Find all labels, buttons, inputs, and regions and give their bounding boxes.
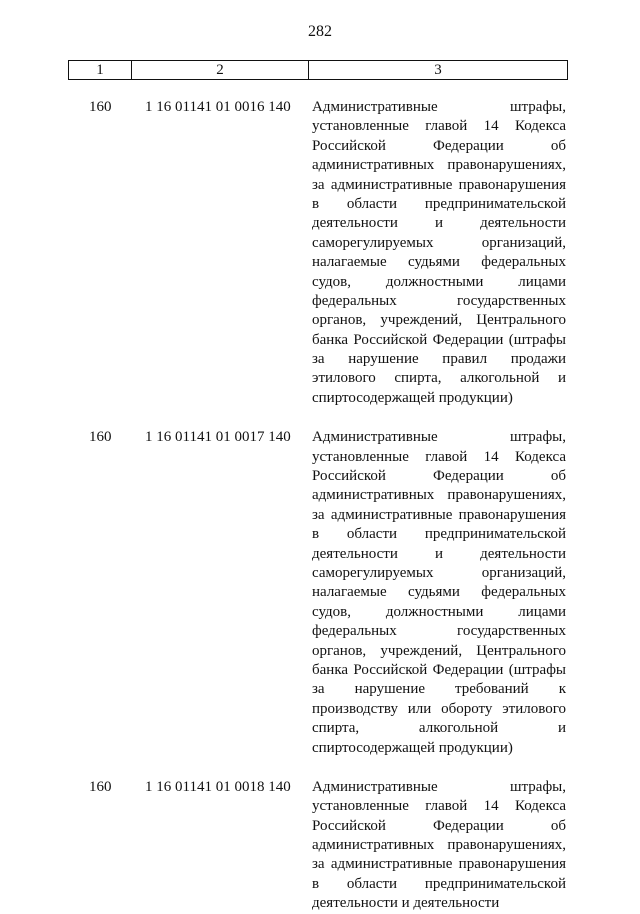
description-line: саморегулируемых организаций, [312, 234, 566, 251]
description-line: деятельности и деятельности [312, 895, 500, 912]
description-line: Российской Федерации об [312, 817, 566, 834]
description-line: в области предпринимательской [312, 526, 566, 543]
description-line: спиртосодержащей продукции) [312, 739, 513, 756]
description-line: Административные штрафы, [312, 99, 566, 115]
description-line: производству или обороту этилового [312, 700, 566, 717]
description-line: за административные правонарушения [312, 856, 566, 873]
budget-classification-code: 1 16 01141 01 0016 140 [145, 99, 291, 115]
income-description [312, 98, 566, 408]
description-line: федеральных государственных [312, 623, 566, 640]
chapter-code: 160 [89, 429, 112, 446]
description-line: установленные главой 14 Кодекса [312, 118, 566, 135]
description-line: налагаемые судьями федеральных [312, 584, 566, 601]
table-row [0, 98, 640, 408]
description-line: банка Российской Федерации (штрафы [312, 661, 566, 678]
description-line: судов, должностными лицами [312, 603, 566, 620]
description-line: за нарушение требований к [312, 681, 566, 698]
description-line: судов, должностными лицами [312, 273, 566, 290]
description-line: Административные штрафы, [312, 778, 566, 795]
description-line: органов, учреждений, Центрального [312, 312, 566, 329]
description-line: административных правонарушениях, [312, 487, 566, 504]
table-header-row [68, 60, 568, 80]
description-line: установленные главой 14 Кодекса [312, 448, 566, 465]
description-line: спиртосодержащей продукции) [312, 389, 513, 406]
budget-classification-code: 1 16 01141 01 0018 140 [145, 778, 291, 795]
description-line: в области предпринимательской [312, 195, 566, 212]
income-description [312, 428, 566, 758]
description-line: административных правонарушениях, [312, 837, 566, 854]
description-line: за административные правонарушения [312, 506, 566, 523]
description-line: административных правонарушениях, [312, 157, 566, 174]
description-line: налагаемые судьями федеральных [312, 254, 566, 271]
description-line: спирта, алкогольной и [312, 720, 566, 737]
table-row [0, 428, 640, 758]
description-line: саморегулируемых организаций, [312, 564, 566, 581]
description-line: этилового спирта, алкогольной и [312, 370, 566, 387]
description-line: деятельности и деятельности [312, 215, 566, 232]
table-header-col-3: 3 [434, 62, 442, 78]
budget-classification-code: 1 16 01141 01 0017 140 [145, 429, 291, 446]
chapter-code: 160 [89, 778, 112, 795]
description-line: установленные главой 14 Кодекса [312, 798, 566, 815]
description-line: Российской Федерации об [312, 468, 566, 485]
description-line: в области предпринимательской [312, 875, 566, 892]
description-line: за административные правонарушения [312, 176, 566, 193]
table-header-col-1: 1 [69, 61, 132, 79]
description-line: Административные штрафы, [312, 429, 566, 446]
description-line: органов, учреждений, Центрального [312, 642, 566, 659]
table-body [0, 98, 640, 914]
page-number: 282 [308, 23, 332, 40]
description-line: федеральных государственных [312, 292, 566, 309]
description-line: деятельности и деятельности [312, 545, 566, 562]
table-header-col-2: 2 [132, 61, 309, 79]
description-line: Российской Федерации об [312, 137, 566, 154]
chapter-code: 160 [89, 99, 112, 115]
table-row [0, 778, 640, 914]
description-line: за нарушение правил продажи [312, 351, 566, 368]
income-description [312, 778, 566, 914]
description-line: банка Российской Федерации (штрафы [312, 331, 566, 348]
